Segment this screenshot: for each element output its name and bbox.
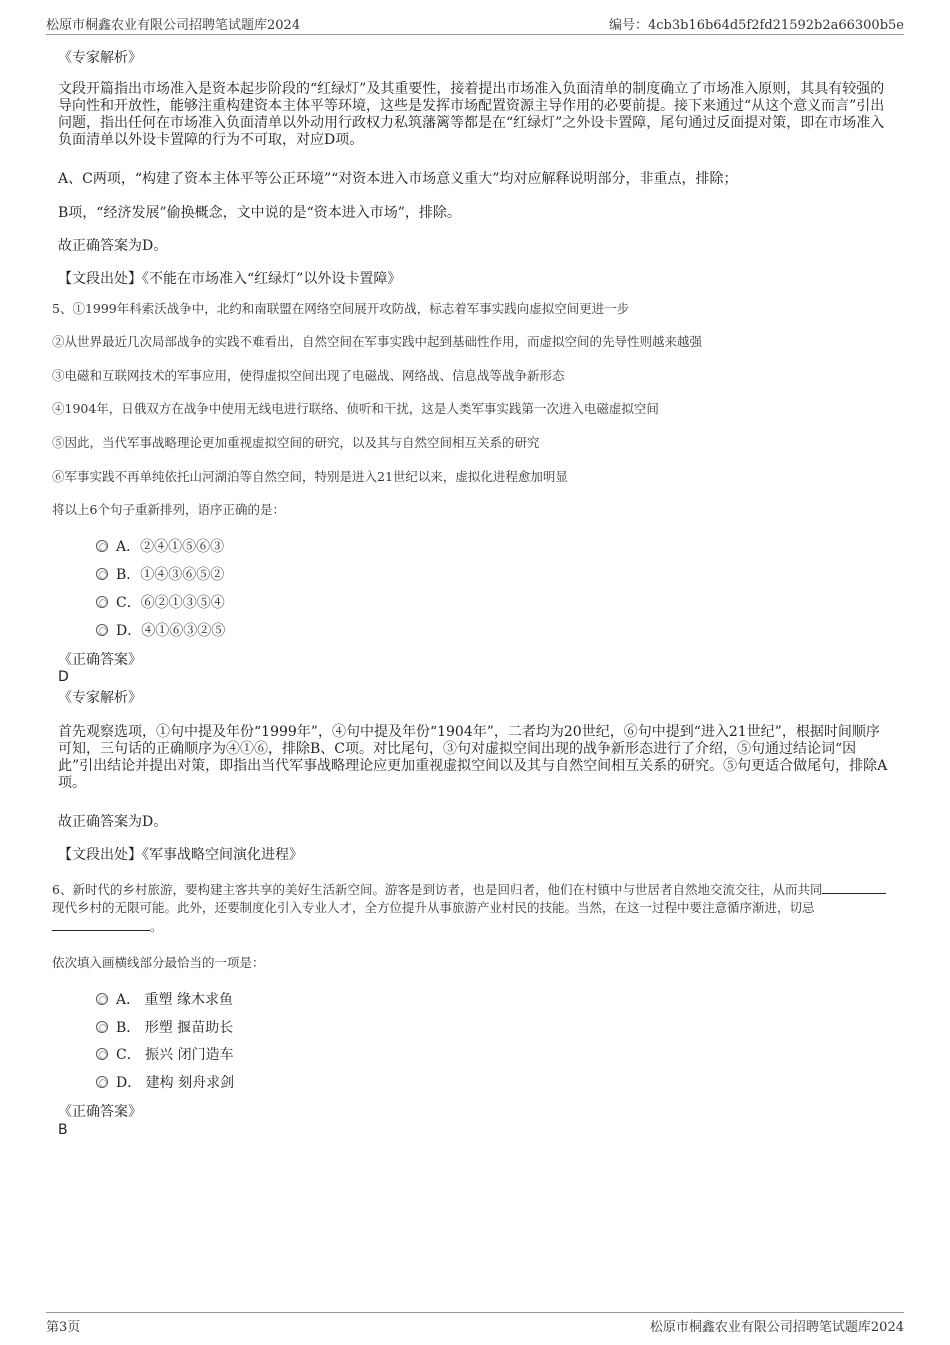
q6-prompt: 依次填入画横线部分最恰当的一项是：: [52, 955, 265, 970]
q5-sentence-4: ④1904年，日俄双方在战争中使用无线电进行联络、侦听和干扰，这是人类军事实践第一次进入电磁虚拟空间: [52, 401, 659, 416]
q5-sentence-1: 5、①1999年科索沃战争中，北约和南联盟在网络空间展开攻防战，标志着军事实践向虚拟空间更进一步: [52, 301, 630, 316]
page-footer: [46, 1312, 904, 1335]
page-number: 第3页: [46, 1320, 81, 1335]
q6-option-a[interactable]: A． 重塑 缘木求鱼: [96, 991, 233, 1009]
radio-icon[interactable]: [96, 568, 108, 580]
radio-icon[interactable]: [96, 1076, 108, 1088]
radio-icon[interactable]: [96, 993, 108, 1005]
q5-sentence-2: ②从世界最近几次局部战争的实践不难看出，自然空间在军事实践中起到基础性作用，而虚拟空间的先导性则越来越强: [52, 334, 703, 349]
prev-conclusion: 故正确答案为D。: [58, 238, 168, 254]
q5-sentence-6: ⑥军事实践不再单纯依托山河湖泊等自然空间，特别是进入21世纪以来，虚拟化进程愈加明显: [52, 469, 568, 484]
q6-option-d[interactable]: D． 建构 刻舟求剑: [96, 1074, 234, 1092]
q5-answer-label: 《正确答案》: [58, 652, 142, 668]
prev-analysis-ac: A、C两项，“构建了资本主体平等公正环境”“对资本进入市场意义重大”均对应解释说明部分，非重点，排除；: [58, 171, 738, 187]
q5-option-a[interactable]: A．②④①⑤⑥③: [96, 538, 224, 556]
blank-1: [822, 880, 886, 894]
blank-2: [52, 917, 150, 931]
q5-prompt: 将以上6个句子重新排列，语序正确的是：: [52, 502, 285, 517]
q6-answer: B: [58, 1122, 68, 1138]
prev-analysis-paragraph: 文段开篇指出市场准入是资本起步阶段的“红绿灯”及其重要性，接着提出市场准入负面清单的制度确立了市场准入原则，其具有较强的导向性和开放性，能够注重构建资本主体平等环境，这些是发挥市场配置资源主导作用的必要前提。接下来通过“从这个意义而言”引出问题，指出任何在市场准入负面清单以外动用行政权力私筑藩篱等都是在“红绿灯”之外设卡置障，尾句通过反面提对策，即在市场准入负面清单以外设卡置障的行为不可取，对应D项。: [58, 81, 885, 148]
q5-option-d[interactable]: D．④①⑥③②⑤: [96, 622, 225, 640]
q5-conclusion: 故正确答案为D。: [58, 814, 168, 830]
q6-option-b[interactable]: B． 形塑 揠苗助长: [96, 1019, 233, 1037]
radio-icon[interactable]: [96, 624, 108, 636]
footer-title: 松原市桐鑫农业有限公司招聘笔试题库2024: [649, 1320, 904, 1335]
q6-answer-label: 《正确答案》: [58, 1104, 142, 1120]
q6-stem: 6、新时代的乡村旅游，要构建主客共享的美好生活新空间。游客是到访者，也是回归者，他们在村镇中与世居者自然地交流交往，从而共同现代乡村的无限可能。此外，还要制度化引入专业人才，全方位提升从事旅游产业村民的技能。当然，在这一过程中要注意循序渐进，切忌。: [52, 880, 890, 936]
q5-source: 【文段出处】《军事战略空间演化进程》: [58, 847, 303, 863]
prev-source: 【文段出处】《不能在市场准入“红绿灯”以外设卡置障》: [58, 271, 402, 287]
radio-icon[interactable]: [96, 1048, 108, 1060]
header-title: 松原市桐鑫农业有限公司招聘笔试题库2024: [46, 18, 301, 33]
q5-sentence-3: ③电磁和互联网技术的军事应用，使得虚拟空间出现了电磁战、网络战、信息战等战争新形态: [52, 368, 565, 383]
prev-analysis-b: B项，“经济发展”偷换概念，文中说的是“资本进入市场”，排除。: [58, 205, 461, 221]
page-header: [46, 12, 904, 35]
header-doc-id: 编号：4cb3b16b64d5f2fd21592b2a66300b5e: [608, 18, 904, 33]
q5-analysis: 首先观察选项，①句中提及年份“1999年”，④句中提及年份“1904年”，二者均为20世纪，⑥句中提到“进入21世纪”，根据时间顺序可知，三句话的正确顺序为④①⑥，排除B、C项。对比尾句，③句对虚拟空间出现的战争新形态进行了介绍，⑤句通过结论词“因此”引出结论并提出对策，即指出当代军事战略理论应更加重视虚拟空间以及其与自然空间相互关系的研究。⑤句更适合做尾句，排除A项。: [58, 724, 888, 791]
radio-icon[interactable]: [96, 540, 108, 552]
q5-answer: D: [58, 669, 69, 685]
radio-icon[interactable]: [96, 596, 108, 608]
q6-option-c[interactable]: C． 振兴 闭门造车: [96, 1046, 234, 1064]
q5-analysis-label: 《专家解析》: [58, 690, 142, 706]
q5-option-c[interactable]: C．⑥②①③⑤④: [96, 594, 225, 612]
q5-sentence-5: ⑤因此，当代军事战略理论更加重视虚拟空间的研究，以及其与自然空间相互关系的研究: [52, 435, 540, 450]
prev-analysis-label: 《专家解析》: [58, 50, 142, 66]
q5-option-b[interactable]: B．①④③⑥⑤②: [96, 566, 224, 584]
radio-icon[interactable]: [96, 1021, 108, 1033]
